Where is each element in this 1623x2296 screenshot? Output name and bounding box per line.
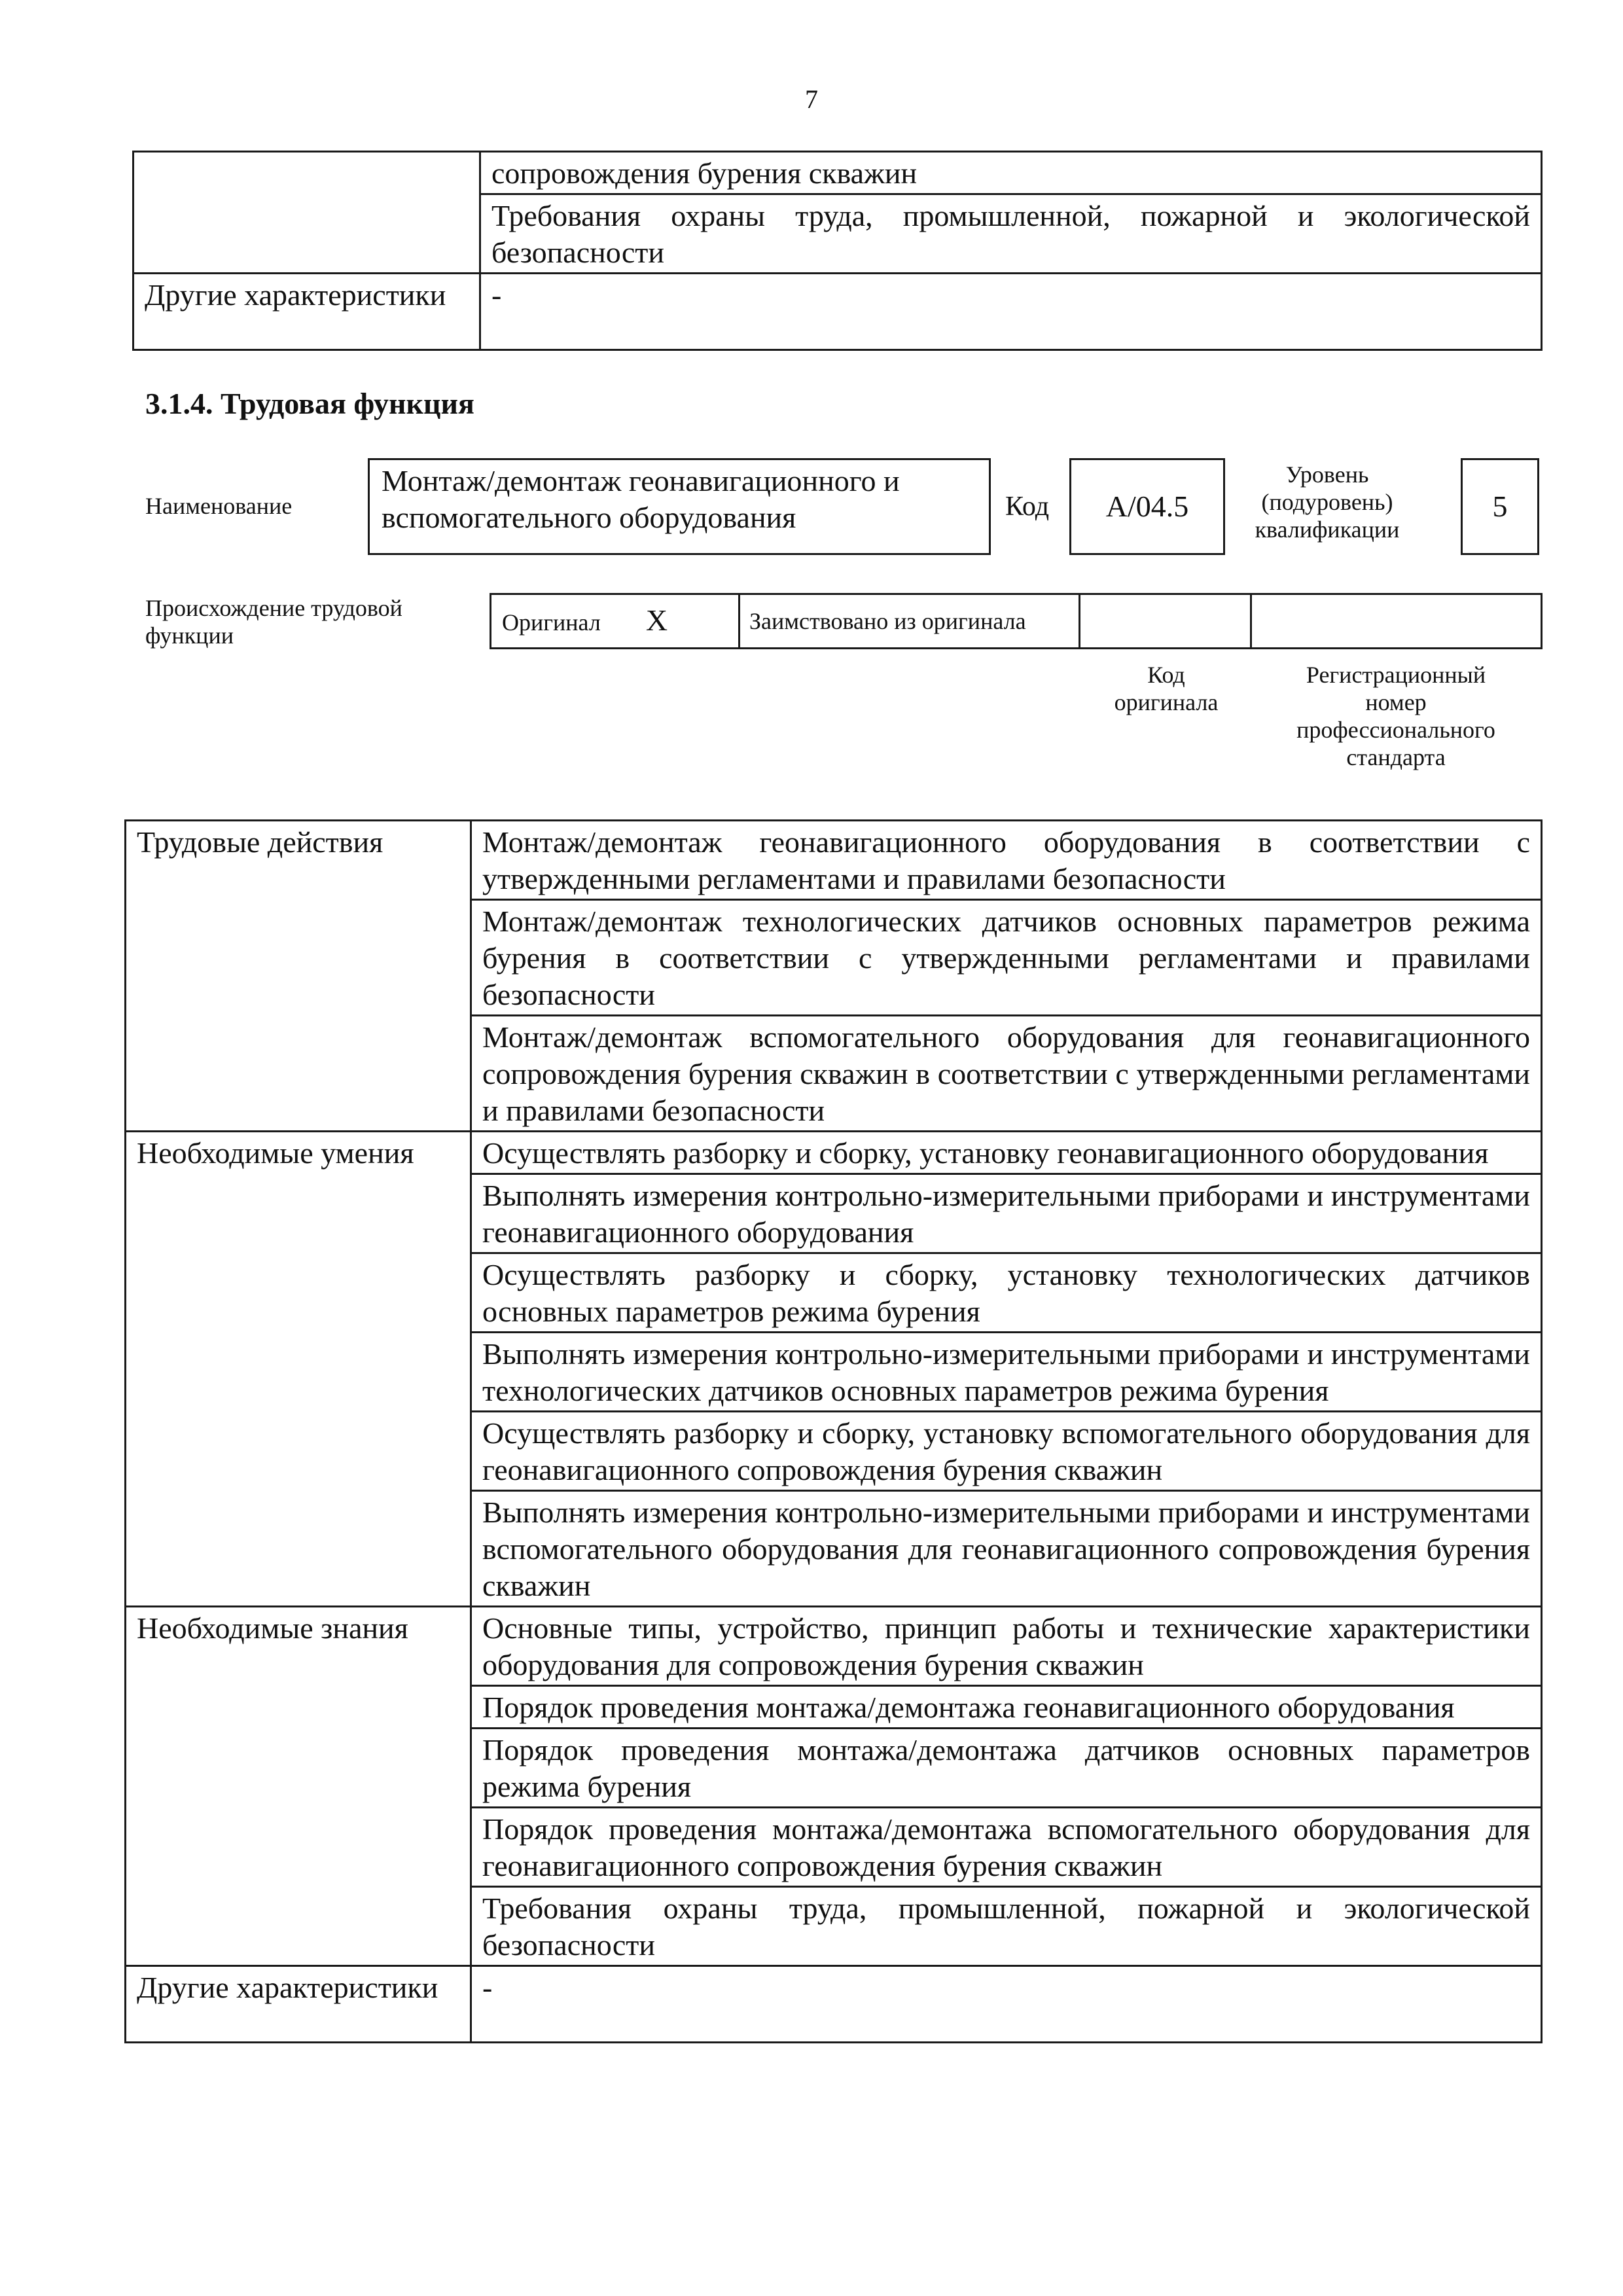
group-item: Осуществлять разборку и сборку, установку технологических датчиков основных параметров режима бурения [471, 1253, 1542, 1333]
continued-empty-cell [134, 194, 480, 274]
continued-other-value: - [480, 274, 1542, 350]
table-row [126, 1607, 1542, 1686]
main-table [124, 819, 1543, 2043]
level-label: Уровень (подуровень) квалификации [1255, 461, 1400, 543]
group-item: Требования охраны труда, промышленной, пожарной и экологической безопасности [471, 1887, 1542, 1966]
table-row [126, 1132, 1542, 1174]
group-item: Монтаж/демонтаж геонавигационного оборудования в соответствии с утвержденными регламентами и правилами безопасности [471, 821, 1542, 900]
other-label: Другие характеристики [126, 1966, 471, 2043]
original-mark: X [645, 603, 668, 637]
name-value: Монтаж/демонтаж геонавигационного и вспомогательного оборудования [382, 464, 900, 534]
name-value-box [368, 458, 991, 555]
continued-table [132, 151, 1543, 351]
continued-row: Требования охраны труда, промышленной, пожарной и экологической безопасности [480, 194, 1542, 274]
origin-code-cell [1080, 594, 1251, 649]
origin-borrowed-cell [740, 594, 1080, 649]
group-label: Трудовые действия [126, 821, 471, 1132]
group-label: Необходимые знания [126, 1607, 471, 1966]
continued-row: сопровождения бурения скважин [480, 152, 1542, 194]
origin-table [490, 593, 1543, 649]
group-item: Выполнять измерения контрольно-измерительными приборами и инструментами геонавигационного оборудования [471, 1174, 1542, 1253]
page-number: 7 [805, 84, 818, 114]
origin-reg-cell [1251, 594, 1542, 649]
borrowed-label: Заимствовано из оригинала [749, 608, 1026, 634]
original-label: Оригинал [502, 609, 601, 636]
origin-code-caption: Код оригинала [1114, 662, 1219, 715]
group-item: Монтаж/демонтаж вспомогательного оборудования для геонавигационного сопровождения бурения скважин в соответствии с утвержденными регламентами и правилами безопасности [471, 1016, 1542, 1132]
table-row [126, 821, 1542, 900]
group-item: Монтаж/демонтаж технологических датчиков основных параметров режима бурения в соответствии с утвержденными регламентами и правилами безопасности [471, 900, 1542, 1016]
other-value: - [471, 1966, 1542, 2043]
group-item: Порядок проведения монтажа/демонтажа вспомогательного оборудования для геонавигационного сопровождения бурения скважин [471, 1808, 1542, 1887]
group-item: Порядок проведения монтажа/демонтажа геонавигационного оборудования [471, 1686, 1542, 1729]
group-item: Порядок проведения монтажа/демонтажа датчиков основных параметров режима бурения [471, 1729, 1542, 1808]
group-item: Основные типы, устройство, принцип работы и технические характеристики оборудования для сопровождения бурения скважин [471, 1607, 1542, 1686]
continued-empty-cell [134, 152, 480, 194]
group-item: Выполнять измерения контрольно-измерительными приборами и инструментами вспомогательного оборудования для геонавигационного сопровождения бурения скважин [471, 1491, 1542, 1607]
group-label: Необходимые умения [126, 1132, 471, 1607]
group-item: Выполнять измерения контрольно-измерительными приборами и инструментами технологических датчиков основных параметров режима бурения [471, 1333, 1542, 1412]
code-label: Код [1005, 492, 1050, 522]
name-label: Наименование [145, 493, 293, 519]
origin-label: Происхождение трудовой функции [145, 595, 402, 649]
group-item: Осуществлять разборку и сборку, установку вспомогательного оборудования для геонавигационного сопровождения бурения скважин [471, 1412, 1542, 1491]
code-value-box [1069, 458, 1225, 555]
origin-original-cell [491, 594, 740, 649]
level-value: 5 [1492, 490, 1508, 523]
level-value-box [1461, 458, 1539, 555]
table-row [126, 1966, 1542, 2043]
origin-reg-caption: Регистрационный номер профессионального стандарта [1296, 662, 1495, 770]
section-title: 3.1.4. Трудовая функция [145, 387, 474, 420]
code-value: А/04.5 [1105, 490, 1189, 523]
group-item: Осуществлять разборку и сборку, установку геонавигационного оборудования [471, 1132, 1542, 1174]
continued-other-label: Другие характеристики [134, 274, 480, 350]
